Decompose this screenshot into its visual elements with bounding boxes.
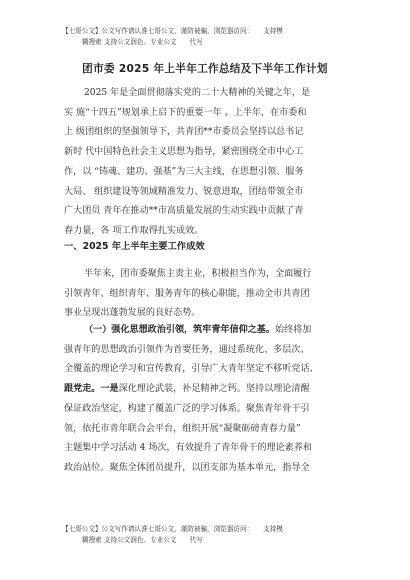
watermark-notice-top [62,26,362,48]
paragraph-line: 引领青年、组织青年、服务青年的核心职能，推动全市共青团 [64,288,310,299]
paragraph-line [64,380,354,400]
paragraph-line: 广大团员 青年在推动**市高质量发展的生动实践中贡献了青 [64,206,304,217]
paragraph-line: 新时 代中国特色社会主义思想为指导，紧密围绕全市中心工 [64,147,304,158]
emphasis-text: 跟党走。 [64,384,101,395]
paragraph-line: 领，依托市青年联合会平台，组织开展“凝聚砺磅青春力量” [64,423,301,434]
paragraph-line: 大局、 组织建设等领域精准发力、锐意进取，团结带领全市 [64,186,304,197]
section-heading: 一、2025 年上半年主要工作成效 [64,241,205,252]
watermark-notice-line: 糊搜索 支持公文润色、专业公文 代写 [82,38,203,46]
emphasis-text: 一是 [100,384,119,395]
paragraph-text: 深化理论武装，补足精神之钙。坚持以理论清醒 [118,384,310,395]
paragraph-line: 2025 年是全面贯彻落实党的二十大精神的关键之年，是 [84,88,311,98]
intro-paragraph [64,84,354,242]
paragraph-line: 春力量，各 项工作取得扎实成效。 [64,225,204,236]
paragraph-line: 保证政治坚定，构建了覆盖广泛的学习体系。聚焦青年骨干引 [64,403,310,414]
paragraph-text: 始终将加 [274,325,312,335]
document-title: 团市委 2025 年上半年工作总结及下半年工作计划 [82,63,328,75]
paragraph-line: 实 施“十四五”规划承上启下的重要一年 。上半年，在市委和 [64,107,307,118]
subsection-paragraph [64,321,354,479]
paragraph-line: 事业呈现出蓬勃发展的良好态势。 [64,308,201,319]
watermark-notice-line: 糊搜索 支持公文润色、专业公文 代写 [82,536,203,544]
subsection-heading: （一）强化思想政治引领，筑牢青年信仰之基。 [84,325,275,335]
watermark-notice-line: 【七哥公文】公文写作请认准七哥公文，谨防被骗，浏览器访问： 支持模 [62,27,283,35]
watermark-notice-bottom [62,524,362,546]
paragraph-line: 作，以 “铸魂、建功、强基”为三大主线，在思想引领、服务 [64,166,304,177]
paragraph-line: 主题集中学习活动 4 场次，有效提升了青年骨干的理论素养和 [64,443,313,454]
paragraph-line: 半年来，团市委聚焦主责主业，积极担当作为，全面履行 [84,269,312,279]
watermark-notice-line: 【七哥公文】公文写作请认准七哥公文，谨防被骗，浏览器访问： 支持模 [62,525,283,533]
paragraph-line: 政治站位。聚焦全体团员提升，以团支部为基本单元，指导全 [64,462,310,473]
paragraph-line [64,321,354,341]
paragraph-line: 强青年的思想政治引领作为首要任务，通过系统化、多层次、 [64,344,310,355]
paragraph-line: 全覆盖的理论学习和宣传教育，引导广大青年坚定不移听党话、 [64,364,319,375]
paragraph-line: 上 级团组织的坚强领导下，共青团**市委员会坚持以总书记 [64,127,304,138]
section-summary-paragraph [64,265,354,324]
